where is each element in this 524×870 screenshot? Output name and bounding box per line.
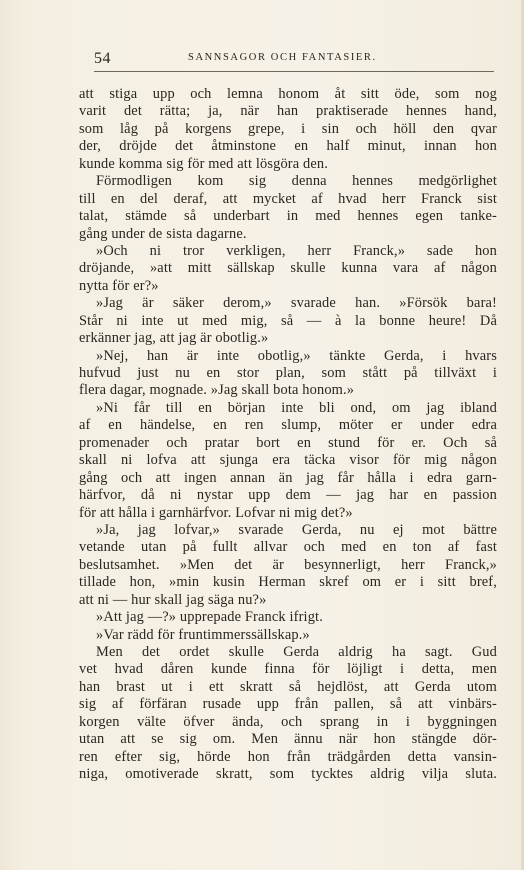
text-line: att ni — hur skall jag säga nu?» [79, 591, 267, 608]
text-line: sig af förfäran rusade upp från pallen, så att vinbärs- [79, 696, 497, 713]
text-line: kunde komma sig för med att lösgöra den. [79, 155, 328, 172]
text-line: utan att se sig om. Men ännu när hon stängde dör- [79, 731, 497, 748]
header-rule [94, 71, 494, 72]
text-line: härfvor, då ni nystar upp dem — jag har en passion [79, 487, 497, 504]
text-line: tillade hon, »min kusin Herman skref om er i sitt bref, [79, 574, 497, 591]
text-line: erkänner jag, att jag är obotlig.» [79, 330, 269, 347]
text-line: vetande utan på fullt allvar och med en ton af fast [79, 539, 497, 556]
text-line: han brast ut i ett skratt så hejdlöst, att Gerda utom [79, 678, 497, 695]
text-line: gång under de sista dagarne. [79, 225, 247, 242]
text-line: »Ni får till en början inte bli ond, om jag ibland [96, 399, 497, 416]
text-line: »Och ni tror verkligen, herr Franck,» sade hon [96, 242, 497, 259]
text-line: varit det rätta; ja, när han praktiserade hennes hand, [79, 103, 497, 120]
text-line: der, dröjde det åtminstone en half minut, innan hon [79, 138, 497, 155]
text-line: Står ni inte ut med mig, så — à la bonne heure! Då [79, 312, 497, 329]
text-line: dröjande, »att mitt sällskap skulle kunna vara af någon [79, 260, 497, 277]
text-line: hufvud just nu en stor plan, som stått på tillväxt i [79, 365, 497, 381]
text-line: beslutsamhet. »Men det är besynnerligt, herr Franck,» [79, 556, 497, 573]
running-head: SANNSAGOR OCH FANTASIER. [188, 52, 377, 63]
text-line: ren efter sig, hörde hon från trädgården detta vansin- [79, 748, 497, 765]
body-text [79, 86, 497, 784]
text-line: skall ni lofva att sjunga era täcka visor för mig någon [79, 452, 497, 469]
text-line: nytta för er?» [79, 277, 159, 294]
text-line: »Nej, han är inte obotlig,» tänkte Gerda, i hvars [96, 347, 497, 364]
text-line: promenader och pratar bort en stund för er. Och så [79, 434, 497, 451]
text-line: »Var rädd för fruntimmerssällskap.» [96, 626, 310, 643]
text-line: vet hvad dåren kunde finna för löjligt i detta, men [79, 661, 497, 678]
text-line: Förmodligen kom sig denna hennes medgörlighet [96, 173, 497, 190]
text-line: korgen välte öfver ända, och sprang in i byggningen [79, 713, 497, 730]
text-line: för att hålla i garnhärfvor. Lofvar ni mig det?» [79, 504, 353, 521]
text-line: flera dagar, mognade. »Jag skall bota honom.» [79, 382, 355, 399]
text-line: »Att jag —?» upprepade Franck ifrigt. [96, 609, 323, 626]
text-line: »Jag är säker derom,» svarade han. »Försök bara! [96, 295, 497, 312]
page-number: 54 [94, 50, 111, 67]
text-line: att stiga upp och lemna honom åt sitt öde, som nog [79, 86, 497, 102]
page-header [94, 46, 494, 70]
text-line: som låg på korgens grepe, i sin och höll den qvar [79, 120, 497, 137]
text-line: »Ja, jag lofvar,» svarade Gerda, nu ej mot bättre [96, 521, 497, 538]
text-line: niga, omotiverade skratt, som tycktes aldrig vilja sluta. [79, 766, 497, 783]
text-line: talat, stämde så underbart in med hennes egen tanke- [79, 208, 497, 225]
text-line: Men det ordet skulle Gerda aldrig ha sagt. Gud [96, 644, 497, 660]
text-line: gång och att ingen annan än jag får hålla i edra garn- [79, 469, 497, 486]
text-line: af en händelse, en ren slump, möter er under edra [79, 417, 497, 434]
text-line: till en del deraf, att mycket af hvad herr Franck sist [79, 190, 497, 207]
